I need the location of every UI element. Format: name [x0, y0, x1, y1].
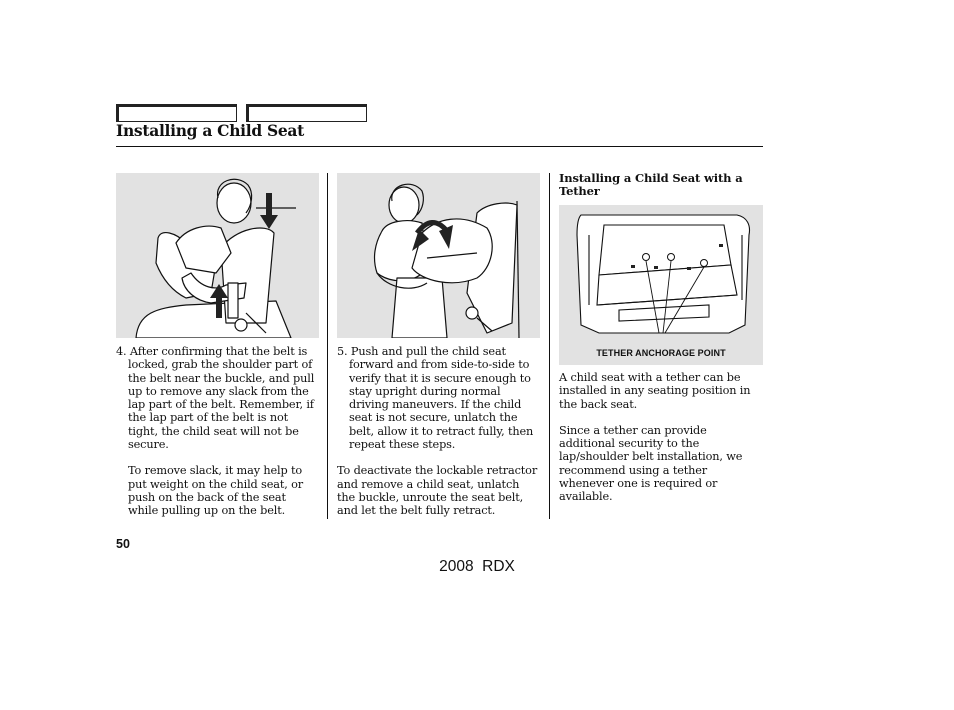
- footer-model: 2008 RDX: [439, 558, 515, 575]
- tether-figure-caption: TETHER ANCHORAGE POINT: [596, 348, 726, 358]
- deactivate-text: To deactivate the lockable retractor and remove a child seat, unlatch the buckle, unroute the seat belt, and let the belt fully retract.: [337, 464, 538, 518]
- step-4-text: 4. After confirming that the belt is locked, grab the shoulder part of the belt near the buckle, and pull up to remove any slack from the lap part of the belt. Remember, if the lap part of the belt is not tight, the child seat will not be secure.: [116, 345, 315, 452]
- header-tab-1: [116, 104, 237, 122]
- figure-pull-belt: [116, 173, 319, 338]
- page-number: 50: [116, 537, 130, 551]
- section-title: Installing a Child Seat: [116, 121, 305, 140]
- step-4-note: To remove slack, it may help to put weight on the child seat, or push on the back of the seat while pulling up on the belt.: [128, 464, 303, 518]
- column-1-text: [116, 345, 319, 518]
- column-3-text: [559, 371, 763, 504]
- tether-paragraph-2: Since a tether can provide additional security to the lap/shoulder belt installation, we recommend using a tether whenever one is required or available.: [559, 423, 743, 504]
- column-2-text: [337, 345, 540, 518]
- woman-pulling-belt-illustration: [116, 173, 319, 338]
- cargo-area-tether-illustration: [559, 205, 763, 365]
- column-divider-1: [327, 173, 328, 519]
- figure-tether-anchorage: [559, 205, 763, 365]
- tether-heading: Installing a Child Seat with a Tether: [559, 171, 743, 198]
- step-5-text: 5. Push and pull the child seat forward and from side-to-side to verify that it is secure enough to stay upright during normal driving maneuvers. If the child seat is not secure, unlatch the belt, allow it to retract fully, then repeat these steps.: [337, 345, 534, 452]
- header-tab-2: [246, 104, 367, 122]
- woman-pushing-seat-illustration: [337, 173, 540, 338]
- figure-push-pull-seat: [337, 173, 540, 338]
- tether-paragraph-1: A child seat with a tether can be installed in any seating position in the back seat.: [559, 371, 751, 411]
- title-rule: [116, 146, 763, 147]
- column-divider-2: [549, 173, 550, 519]
